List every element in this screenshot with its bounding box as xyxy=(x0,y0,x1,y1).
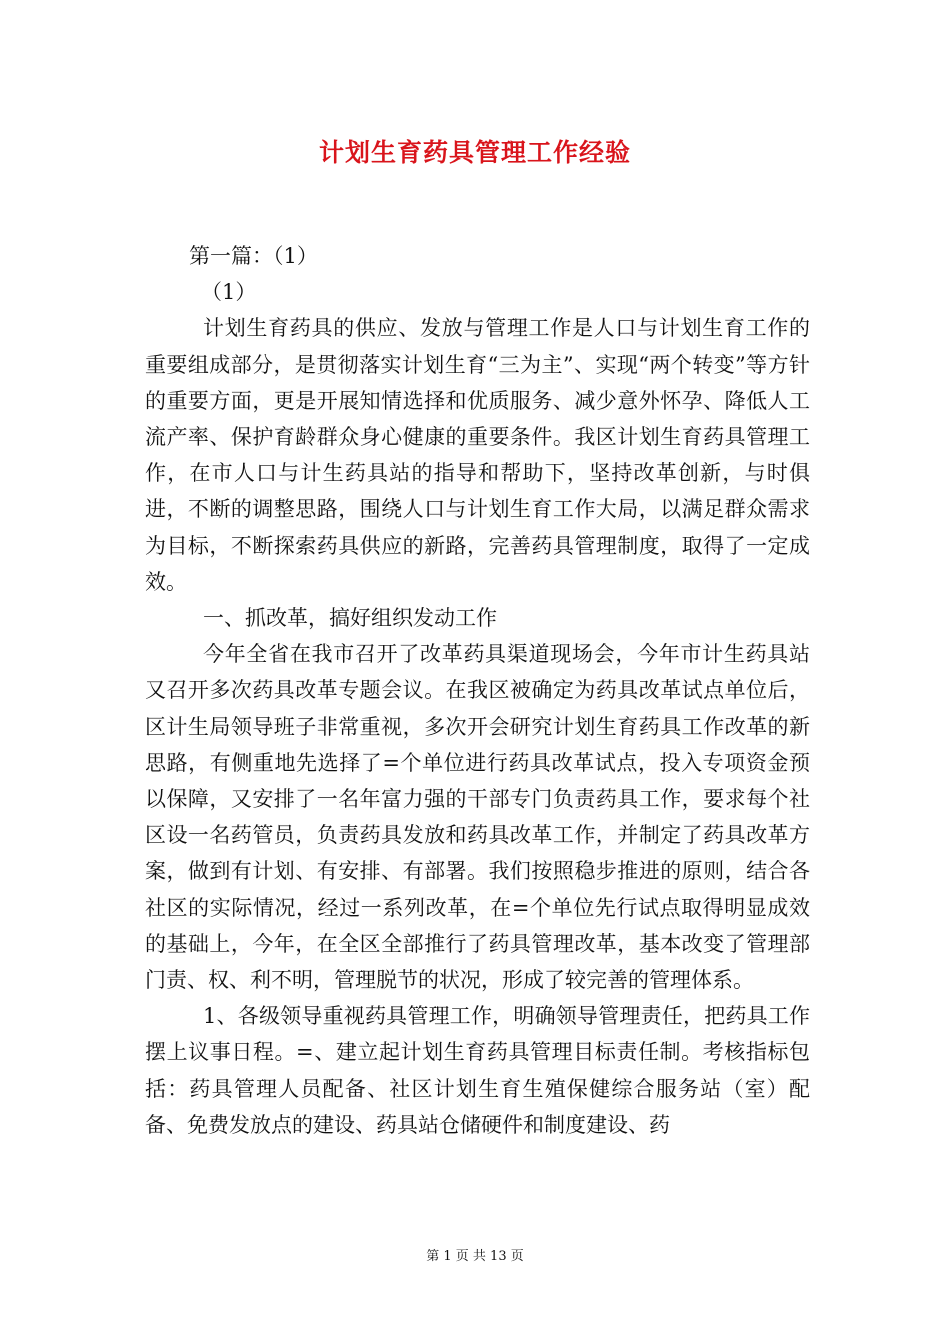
page-title: 计划生育药具管理工作经验 xyxy=(318,138,631,167)
chapter-heading: 第一篇：（1） xyxy=(189,244,318,268)
page-footer: 第 1 页 共 13 页 xyxy=(426,1249,524,1264)
paragraph-item-1: 1、各级领导重视药具管理工作，明确领导管理责任，把药具工作摆上议事日程。=、建立起计划生育药具管理目标责任制。考核指标包括：药具管理人员配备、社区计划生育生殖保健综合服务站（室）配备、免费发放点的建设、药具站仓储硬件和制度建设、药 xyxy=(145,1004,810,1137)
paragraph-reform: 今年全省在我市召开了改革药具渠道现场会，今年市计生药具站又召开多次药具改革专题会议。在我区被确定为药具改革试点单位后，区计生局领导班子非常重视，多次开会研究计划生育药具工作改革的新思路，有侧重地先选择了=个单位进行药具改革试点，投入专项资金预以保障，又安排了一名年富力强的干部专门负责药具工作，要求每个社区设一名药管员，负责药具发放和药具改革工作，并制定了药具改革方案，做到有计划、有安排、有部署。我们按照稳步推进的原则，结合各社区的实际情况，经过一系列改革，在=个单位先行试点取得明显成效的基础上，今年，在全区全部推行了药具管理改革，基本改变了管理部门责、权、利不明，管理脱节的状况，形成了较完善的管理体系。 xyxy=(145,642,810,993)
sub-heading: （1） xyxy=(201,280,257,305)
section-heading: 一、抓改革，搞好组织发动工作 xyxy=(203,606,497,631)
document-body xyxy=(145,238,810,1143)
paragraph-intro: 计划生育药具的供应、发放与管理工作是人口与计划生育工作的重要组成部分，是贯彻落实计划生育“三为主”、实现“两个转变”等方针的重要方面，更是开展知情选择和优质服务、减少意外怀孕、降低人工流产率、保护育龄群众身心健康的重要条件。我区计划生育药具管理工作，在市人口与计生药具站的指导和帮助下，坚持改革创新，与时俱进，不断的调整思路，围绕人口与计划生育工作大局，以满足群众需求为目标，不断探索药具供应的新路，完善药具管理制度，取得了一定成效。 xyxy=(145,316,810,594)
